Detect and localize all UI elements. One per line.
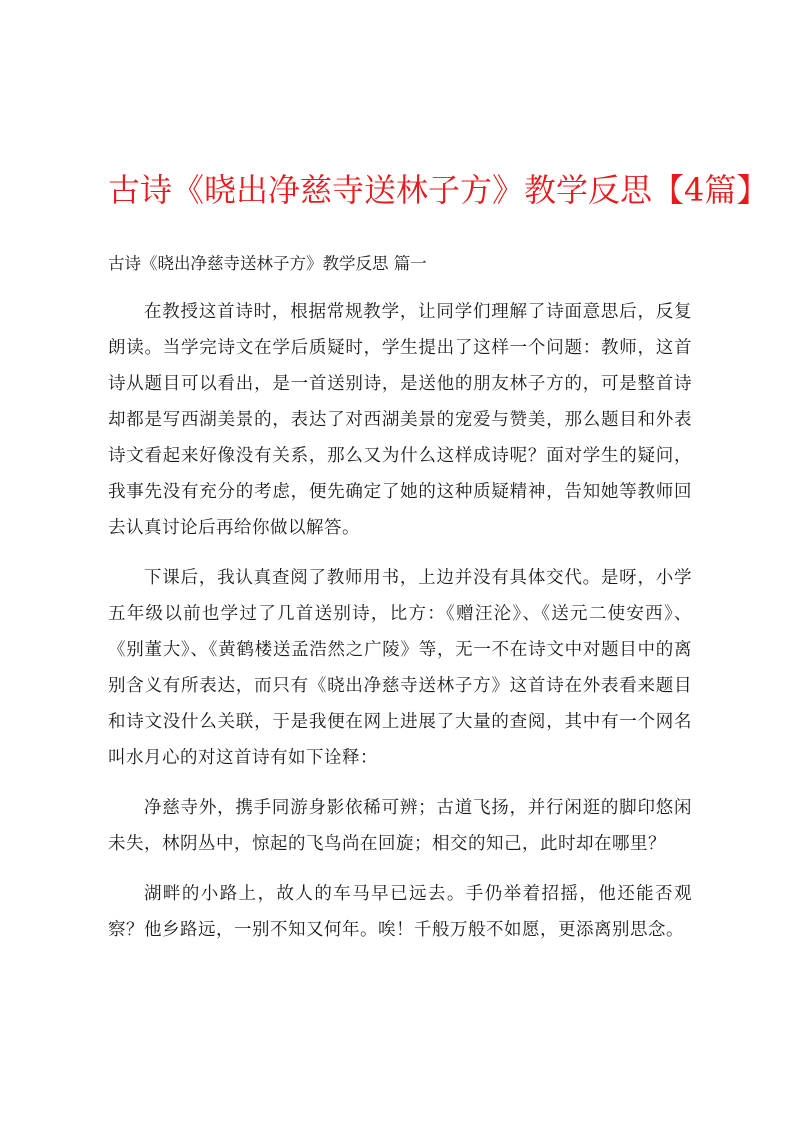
paragraph-3: 净慈寺外，携手同游身影依稀可辨；古道飞扬，并行闲逛的脚印悠闲未失，林阴丛中，惊起的飞鸟尚在回旋；相交的知己，此时却在哪里？: [108, 798, 692, 854]
paragraph-2: 下课后，我认真查阅了教师用书，上边并没有具体交代。是呀，小学五年级以前也学过了几首送别诗，比方：《赠汪沦》、《送元二使安西》、《别董大》、《黄鹤楼送孟浩然之广陵》等，无一不在诗文中对题目中的离别含义有所表达，而只有《晓出净慈寺送林子方》这首诗在外表看来题目和诗文没什么关联，于是我便在网上进展了大量的查阅，其中有一个网名叫水月心的对这首诗有如下诠释：: [108, 568, 692, 768]
document-title: 古诗《晓出净慈寺送林子方》教学反思【4篇】: [108, 171, 769, 209]
paragraph-4: 湖畔的小路上，故人的车马早已远去。手仍举着招摇，他还能否观察？他乡路远，一别不知又何年。唉！千般万般不如愿，更添离别思念。: [108, 884, 692, 940]
paragraph-1: 在教授这首诗时，根据常规教学，让同学们理解了诗面意思后，反复朗读。当学完诗文在学后质疑时，学生提出了这样一个问题：教师，这首诗从题目可以看出，是一首送别诗，是送他的朋友林子方的，可是整首诗却都是写西湖美景的，表达了对西湖美景的宠爱与赞美，那么题目和外表诗文看起来好像没有关系，那么又为什么这样成诗呢？面对学生的疑问，我事先没有充分的考虑，便先确定了她的这种质疑精神，告知她等教师回去认真讨论后再给你做以解答。: [108, 302, 692, 538]
section-heading: 古诗《晓出净慈寺送林子方》教学反思 篇一: [108, 254, 427, 273]
